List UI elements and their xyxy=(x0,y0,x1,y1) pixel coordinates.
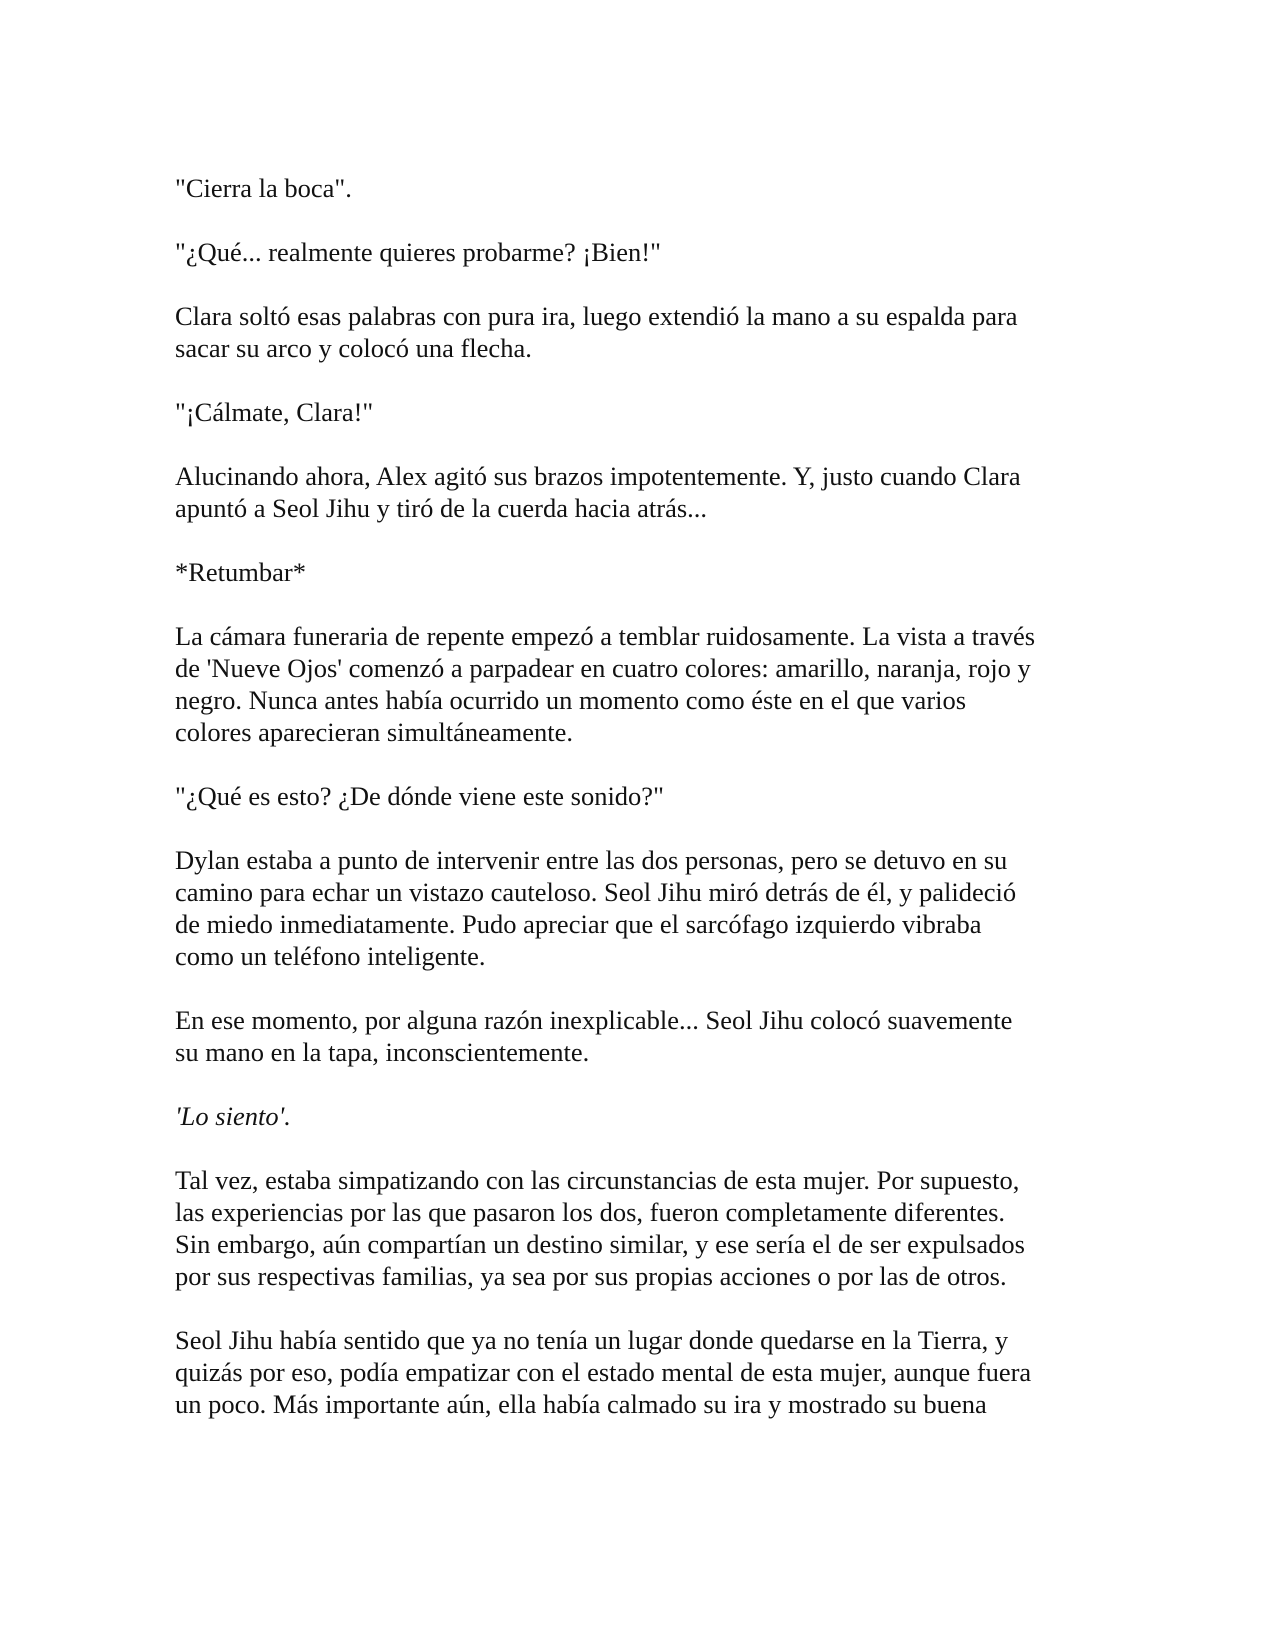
text-line: las experiencias por las que pasaron los dos, fueron completamente diferentes. xyxy=(175,1197,1006,1227)
text-line: de 'Nueve Ojos' comenzó a parpadear en cuatro colores: amarillo, naranja, rojo y xyxy=(175,653,1031,683)
text-line: camino para echar un vistazo cauteloso. Seol Jihu miró detrás de él, y palideció xyxy=(175,877,1017,907)
paragraph-p8 xyxy=(175,780,1095,812)
text-line: "Cierra la boca". xyxy=(175,173,352,203)
text-line: un poco. Más importante aún, ella había calmado su ira y mostrado su buena xyxy=(175,1389,987,1419)
text-line: sacar su arco y colocó una flecha. xyxy=(175,333,532,363)
text-line: En ese momento, por alguna razón inexplicable... Seol Jihu colocó suavemente xyxy=(175,1005,1013,1035)
text-line: apuntó a Seol Jihu y tiró de la cuerda hacia atrás... xyxy=(175,493,708,523)
paragraph-p13 xyxy=(175,1324,1095,1420)
text-line: Dylan estaba a punto de intervenir entre las dos personas, pero se detuvo en su xyxy=(175,845,1008,875)
paragraph-p7 xyxy=(175,620,1095,748)
document-page xyxy=(175,172,1095,1452)
text-line: quizás por eso, podía empatizar con el estado mental de esta mujer, aunque fuera xyxy=(175,1357,1032,1387)
text-line: "¿Qué... realmente quieres probarme? ¡Bien!" xyxy=(175,237,661,267)
paragraph-p1 xyxy=(175,172,1095,204)
text-line: Alucinando ahora, Alex agitó sus brazos impotentemente. Y, justo cuando Clara xyxy=(175,461,1021,491)
text-line: *Retumbar* xyxy=(175,557,306,587)
text-line: "¿Qué es esto? ¿De dónde viene este sonido?" xyxy=(175,781,664,811)
text-line: de miedo inmediatamente. Pudo apreciar que el sarcófago izquierdo vibraba xyxy=(175,909,982,939)
text-line: Clara soltó esas palabras con pura ira, luego extendió la mano a su espalda para xyxy=(175,301,1018,331)
text-line: su mano en la tapa, inconscientemente. xyxy=(175,1037,590,1067)
paragraph-p5 xyxy=(175,460,1095,524)
text-line: Tal vez, estaba simpatizando con las circunstancias de esta mujer. Por supuesto, xyxy=(175,1165,1020,1195)
paragraph-p2 xyxy=(175,236,1095,268)
text-line: "¡Cálmate, Clara!" xyxy=(175,397,374,427)
paragraph-p3 xyxy=(175,300,1095,364)
paragraph-p12 xyxy=(175,1164,1095,1292)
text-line: por sus respectivas familias, ya sea por sus propias acciones o por las de otros. xyxy=(175,1261,1007,1291)
text-line: negro. Nunca antes había ocurrido un momento como éste en el que varios xyxy=(175,685,967,715)
text-line: La cámara funeraria de repente empezó a temblar ruidosamente. La vista a través xyxy=(175,621,1036,651)
text-line: como un teléfono inteligente. xyxy=(175,941,486,971)
text-line: Sin embargo, aún compartían un destino similar, y ese sería el de ser expulsados xyxy=(175,1229,1025,1259)
text-line: Seol Jihu había sentido que ya no tenía un lugar donde quedarse en la Tierra, y xyxy=(175,1325,1009,1355)
text-line: 'Lo siento'. xyxy=(175,1101,291,1131)
paragraph-p4 xyxy=(175,396,1095,428)
paragraph-p11 xyxy=(175,1100,1095,1132)
paragraph-p10 xyxy=(175,1004,1095,1068)
paragraph-p9 xyxy=(175,844,1095,972)
paragraph-p6 xyxy=(175,556,1095,588)
text-line: colores aparecieran simultáneamente. xyxy=(175,717,574,747)
